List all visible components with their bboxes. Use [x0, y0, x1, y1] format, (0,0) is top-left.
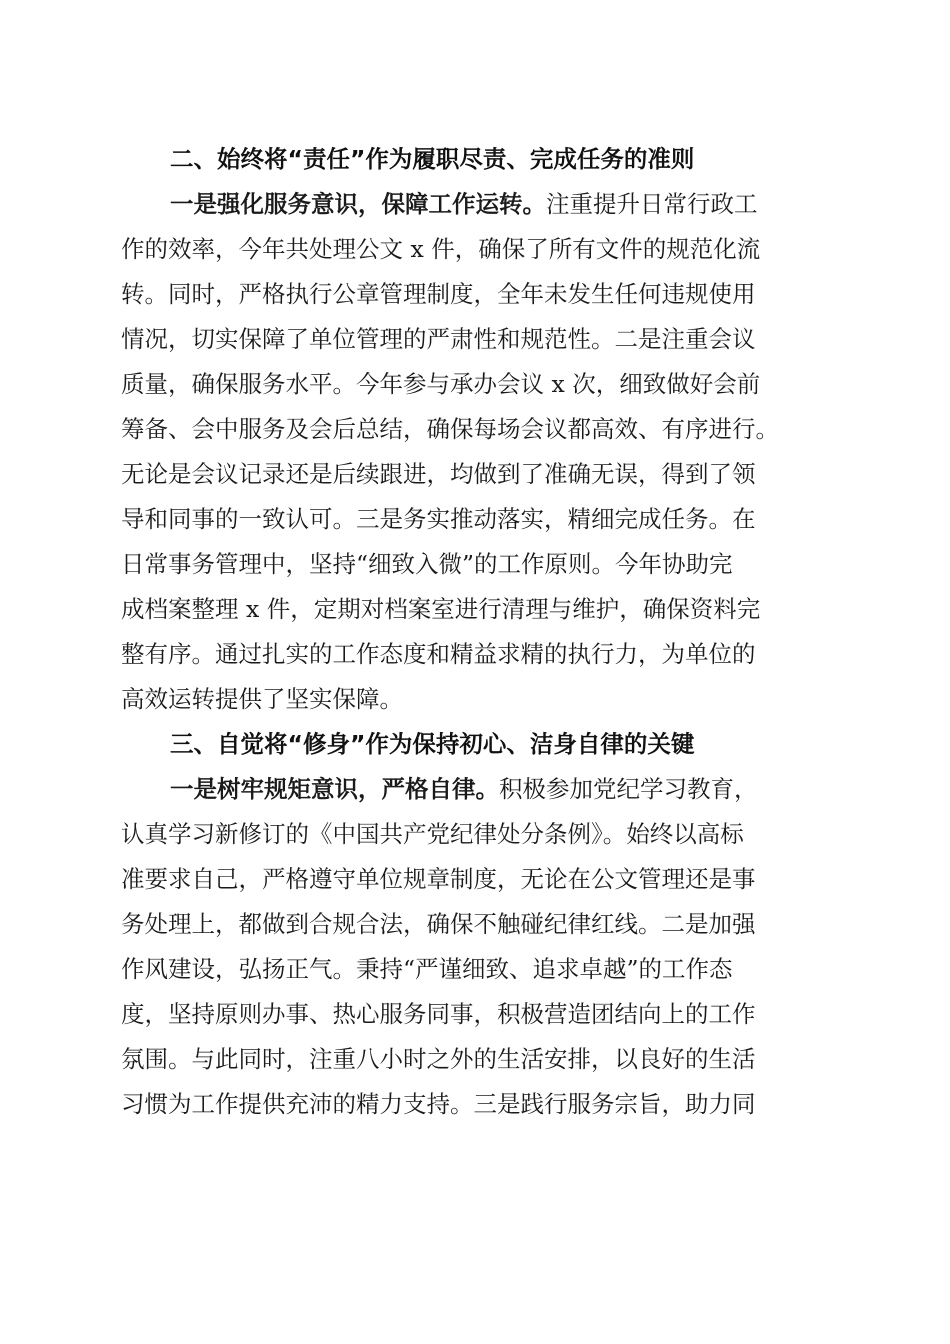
section-3-heading: 三、自觉将“修身”作为保持初心、洁身自律的关键: [170, 730, 695, 758]
section-2-paragraph-line: 筹备、会中服务及会后总结，确保每场会议都高效、有序进行。: [121, 415, 779, 443]
section-2-paragraph-line: 转。同时，严格执行公章管理制度，全年未发生任何违规使用: [121, 280, 756, 308]
section-3-paragraph-line: 认真学习新修订的《中国共产党纪律处分条例》。始终以高标: [121, 820, 744, 848]
section-2-line-text: 注重提升日常行政工: [546, 190, 758, 218]
section-2-paragraph-line: 作的效率，今年共处理公文 x 件，确保了所有文件的规范化流: [121, 235, 761, 263]
section-3-paragraph-line: 习惯为工作提供充沛的精力支持。三是践行服务宗旨，助力同: [121, 1090, 756, 1118]
section-2-lead: 一是强化服务意识，保障工作运转。: [170, 190, 546, 218]
section-2-paragraph-line-1: [170, 190, 758, 218]
section-3-line-text: 积极参加党纪学习教育，: [499, 775, 758, 803]
section-3-paragraph-line: 务处理上，都做到合规合法，确保不触碰纪律红线。二是加强: [121, 910, 756, 938]
section-2-paragraph-line: 成档案整理 x 件，定期对档案室进行清理与维护，确保资料完: [121, 595, 761, 623]
section-3-paragraph-line-1: [170, 775, 758, 803]
section-2-paragraph-line: 高效运转提供了坚实保障。: [121, 685, 403, 713]
section-3-paragraph-line: 氛围。与此同时，注重八小时之外的生活安排，以良好的生活: [121, 1045, 756, 1073]
section-3-paragraph-line: 准要求自己，严格遵守单位规章制度，无论在公文管理还是事: [121, 865, 756, 893]
section-2-paragraph-line: 整有序。通过扎实的工作态度和精益求精的执行力，为单位的: [121, 640, 756, 668]
section-2-paragraph-line: 情况，切实保障了单位管理的严肃性和规范性。二是注重会议: [121, 325, 756, 353]
section-2-paragraph-line: 日常事务管理中，坚持“细致入微”的工作原则。今年协助完: [121, 550, 733, 578]
section-3-paragraph-line: 作风建设，弘扬正气。秉持“严谨细致、追求卓越”的工作态: [121, 955, 733, 983]
section-3-lead: 一是树牢规矩意识，严格自律。: [170, 775, 499, 803]
section-2-paragraph-line: 质量，确保服务水平。今年参与承办会议 x 次，细致做好会前: [121, 370, 761, 398]
section-2-paragraph-line: 无论是会议记录还是后续跟进，均做到了准确无误，得到了领: [121, 460, 756, 488]
section-3-paragraph-line: 度，坚持原则办事、热心服务同事，积极营造团结向上的工作: [121, 1000, 756, 1028]
section-2-paragraph-line: 导和同事的一致认可。三是务实推动落实，精细完成任务。在: [121, 505, 756, 533]
section-2-heading: 二、始终将“责任”作为履职尽责、完成任务的准则: [170, 145, 695, 173]
